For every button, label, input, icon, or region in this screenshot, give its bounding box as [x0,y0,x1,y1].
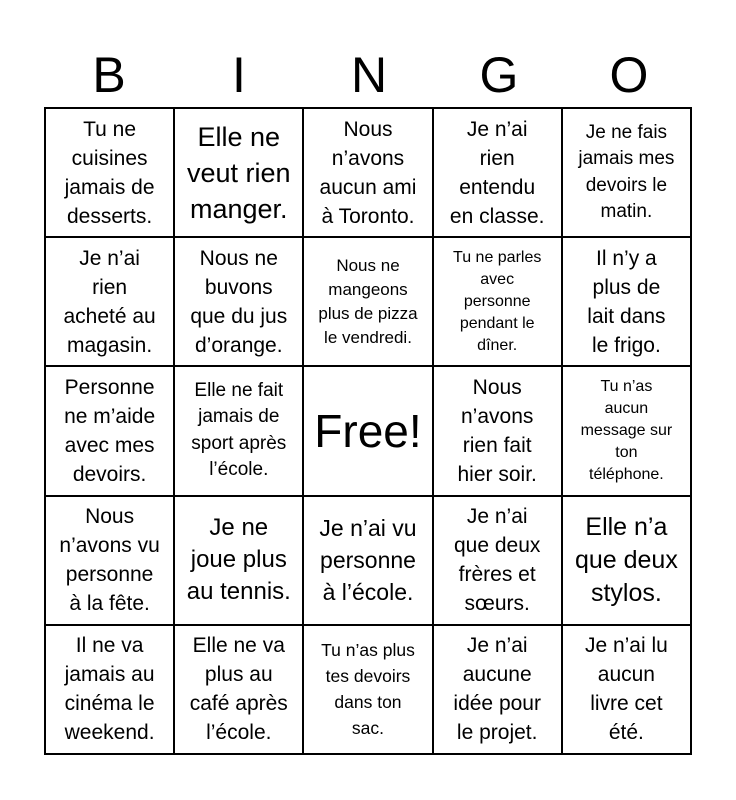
header-letter-g: G [479,47,519,103]
header-letter-o: O [609,47,649,103]
bingo-cell: Je n’ai vu personne à l’école. [303,496,432,625]
header-letter-n: N [350,47,388,103]
header-letter-b: B [92,47,126,103]
bingo-cell: Elle n’a que deux stylos. [562,496,691,625]
bingo-cell: Je n’ai rien acheté au magasin. [45,237,174,366]
bingo-cell: Elle ne fait jamais de sport après l’école. [174,366,303,495]
bingo-cell: Nous n’avons vu personne à la fête. [45,496,174,625]
bingo-cell: Tu n’as plus tes devoirs dans ton sac. [303,625,432,754]
bingo-cell: Nous n’avons aucun ami à Toronto. [303,108,432,237]
bingo-cell: Tu ne cuisines jamais de desserts. [45,108,174,237]
bingo-cell: Elle ne va plus au café après l’école. [174,625,303,754]
bingo-cell: Tu ne parles avec personne pendant le dîner. [433,237,562,366]
bingo-cell: Je n’ai lu aucun livre cet été. [562,625,691,754]
bingo-cell: Nous ne mangeons plus de pizza le vendredi. [303,237,432,366]
bingo-cell: Nous n’avons rien fait hier soir. [433,366,562,495]
bingo-cell: Personne ne m’aide avec mes devoirs. [45,366,174,495]
bingo-cell: Tu n’as aucun message sur ton téléphone. [562,366,691,495]
free-cell: Free! [303,366,432,495]
bingo-header [44,42,694,108]
bingo-cell: Je ne joue plus au tennis. [174,496,303,625]
bingo-cell: Nous ne buvons que du jus d’orange. [174,237,303,366]
bingo-cell: Je n’ai rien entendu en classe. [433,108,562,237]
header-letter-i: I [232,47,246,103]
bingo-cell: Je n’ai que deux frères et sœurs. [433,496,562,625]
bingo-grid [44,107,692,755]
bingo-cell: Il n’y a plus de lait dans le frigo. [562,237,691,366]
bingo-cell: Je ne fais jamais mes devoirs le matin. [562,108,691,237]
bingo-cell: Elle ne veut rien manger. [174,108,303,237]
bingo-cell: Je n’ai aucune idée pour le projet. [433,625,562,754]
bingo-cell: Il ne va jamais au cinéma le weekend. [45,625,174,754]
